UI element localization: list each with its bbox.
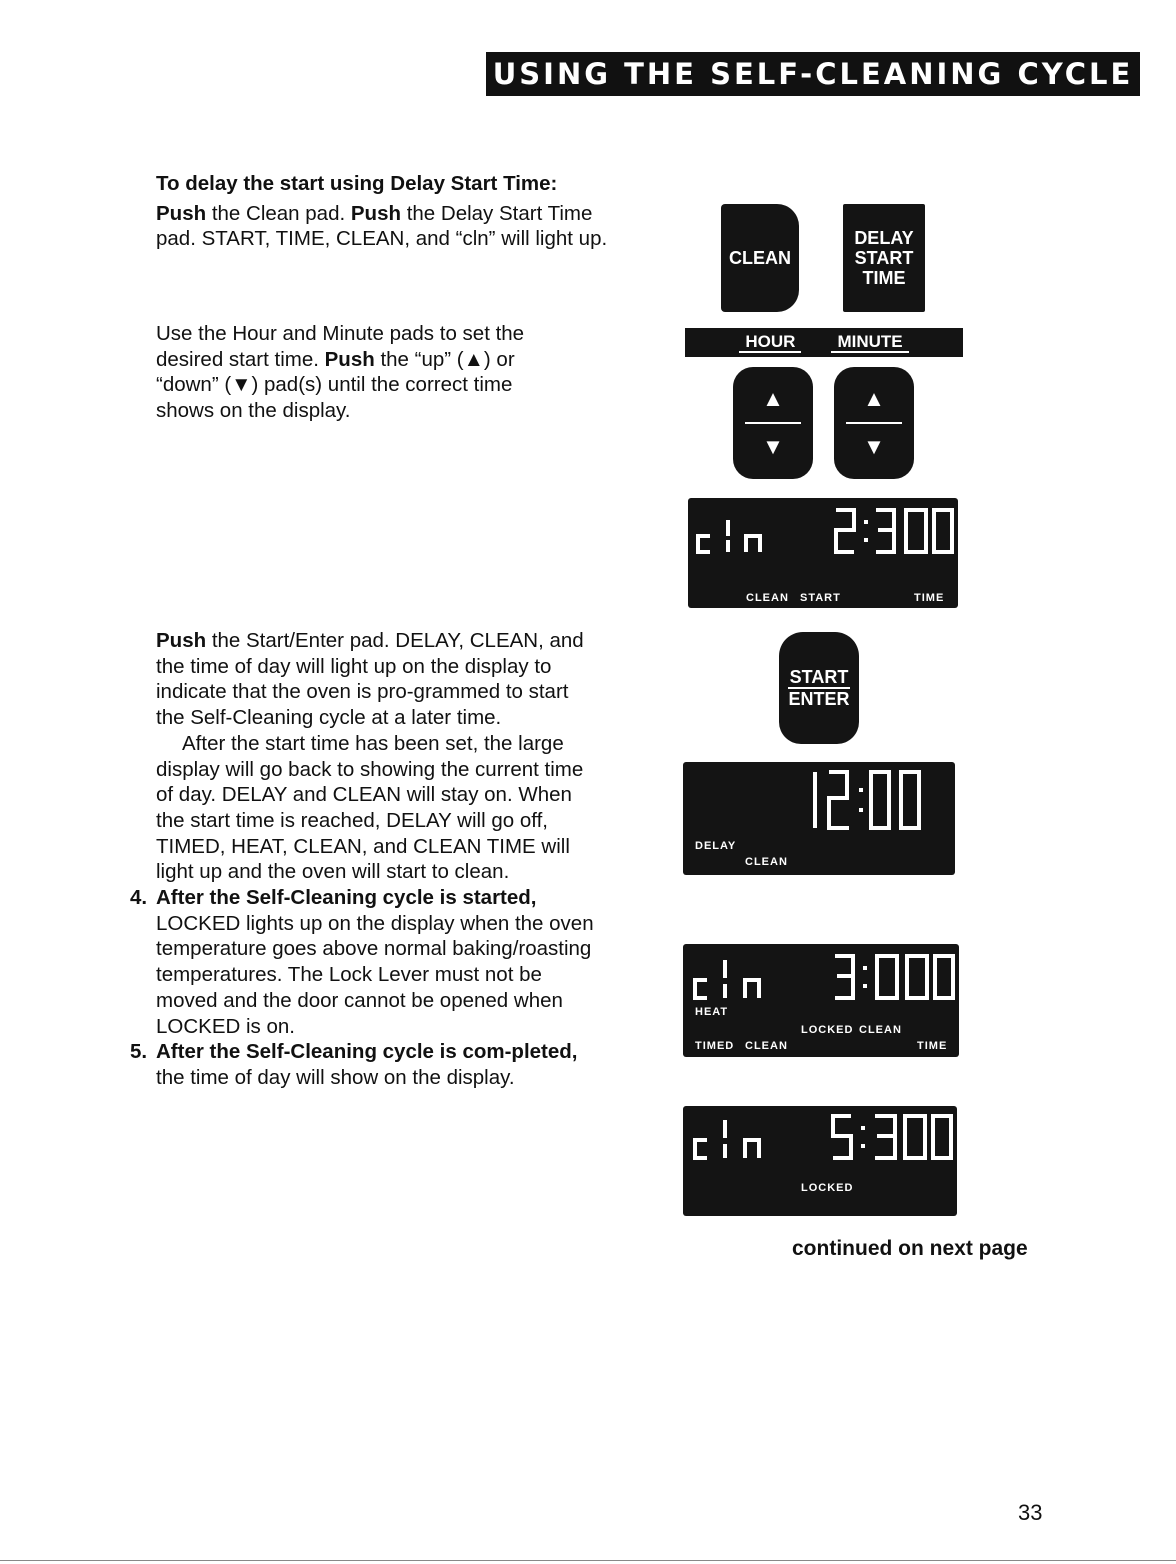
section-banner: USING THE SELF-CLEANING CYCLE xyxy=(486,52,1140,96)
down-arrow-icon[interactable]: ▼ xyxy=(863,434,885,459)
page-number: 33 xyxy=(1018,1500,1043,1525)
down-arrow-icon[interactable]: ▼ xyxy=(762,434,784,459)
delay-start-time-pad[interactable]: DELAY START TIME xyxy=(843,204,925,312)
start-enter-pad[interactable]: START ENTER xyxy=(779,632,859,744)
display-delay-set xyxy=(688,498,958,608)
up-arrow-icon[interactable]: ▲ xyxy=(762,386,784,411)
lcd-label-clean: CLEAN xyxy=(859,1024,902,1036)
seven-segment-digits xyxy=(683,1106,957,1216)
hour-pad[interactable] xyxy=(733,367,813,479)
lcd-label-clean: CLEAN xyxy=(746,592,789,604)
lcd-label-start: START xyxy=(800,592,841,604)
lcd-label-time: TIME xyxy=(917,1040,948,1052)
lcd-label-locked: LOCKED xyxy=(801,1024,854,1036)
step-after-set: After the start time has been set, the large display will go back to showing the current time of day. DELAY and CLEAN will stay on. When the start time is reached, DELAY will go off, TIMED, HEAT, CLEAN, and CLEAN TIME will light up and the oven will start to clean. xyxy=(156,731,584,884)
step-set-time: Use the Hour and Minute pads to set the desired start time. Push the “up” (▲) or “down” (▼) pad(s) until the correct time shows on the display. xyxy=(156,322,525,423)
lcd-label-time: TIME xyxy=(914,592,945,604)
display-cleaning xyxy=(683,944,959,1057)
lcd-label-clean-time: CLEAN xyxy=(745,1040,788,1052)
bottom-rule xyxy=(0,1560,1176,1561)
display-complete xyxy=(683,1106,957,1216)
hour-label: HOUR xyxy=(739,333,801,353)
display-delay-programmed xyxy=(683,762,955,875)
step-clean-delay: Push the Clean pad. Push the Delay Start Time pad. START, TIME, CLEAN, and “cln” will light up. xyxy=(156,201,608,251)
hour-minute-label-bar xyxy=(685,328,963,357)
minute-pad[interactable] xyxy=(834,367,914,479)
lcd-label-timed: TIMED xyxy=(695,1040,735,1052)
lcd-label-clean: CLEAN xyxy=(745,856,788,868)
lcd-label-heat: HEAT xyxy=(695,1006,729,1018)
clean-pad[interactable]: CLEAN xyxy=(721,204,799,312)
delay-start-instructions xyxy=(156,171,616,252)
lcd-label-delay: DELAY xyxy=(695,840,737,852)
seven-segment-digits xyxy=(683,762,955,875)
step-5: 5. After the Self-Cleaning cycle is com-pleted, the time of day will show on the display. xyxy=(130,1040,578,1089)
step-4: 4. After the Self-Cleaning cycle is started, LOCKED lights up on the display when the oven temperature goes above normal baking/roasting temperatures. The Lock Lever must not be moved and the door cannot be opened when LOCKED is on. xyxy=(130,886,594,1038)
start-enter-instructions xyxy=(130,628,596,1091)
step-start-enter: Push the Start/Enter pad. DELAY, CLEAN, and the time of day will light up on the display to indicate that the oven is pro-grammed to start the Self-Cleaning cycle at a later time. xyxy=(156,629,584,730)
lcd-label-locked: LOCKED xyxy=(801,1182,854,1194)
up-arrow-icon[interactable]: ▲ xyxy=(863,386,885,411)
minute-label: MINUTE xyxy=(831,333,908,353)
delay-start-heading: To delay the start using Delay Start Time: xyxy=(156,172,558,195)
continued-note: continued on next page xyxy=(792,1237,1028,1260)
set-time-instructions xyxy=(156,321,576,424)
